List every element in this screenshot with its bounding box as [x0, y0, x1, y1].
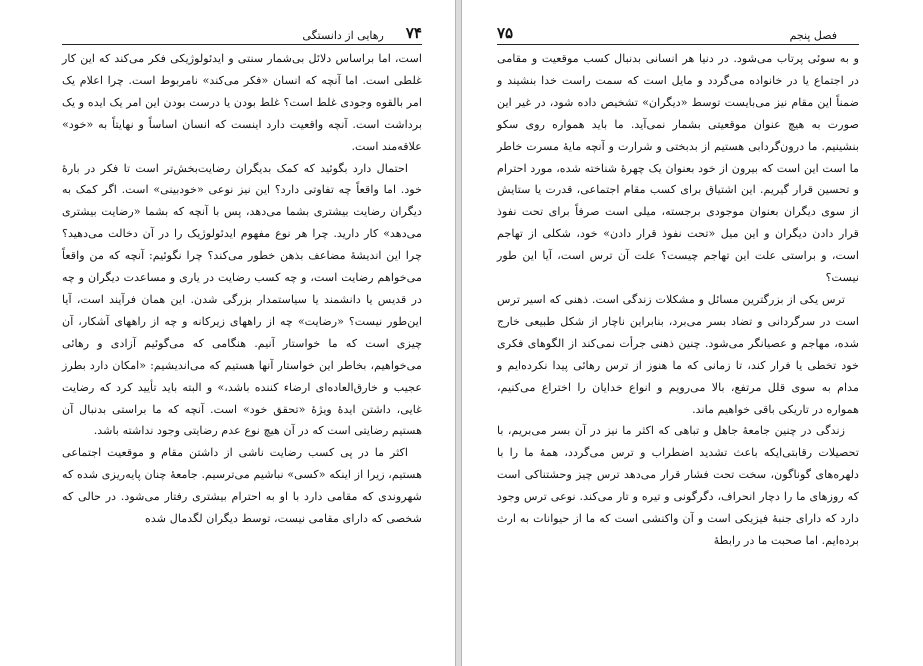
- left-page-content: [62, 0, 422, 666]
- left-page: [0, 0, 456, 666]
- left-running-header: [62, 20, 422, 45]
- left-page-body: [62, 48, 422, 530]
- right-running-header: [497, 20, 859, 45]
- page-number: ۷۵: [497, 24, 514, 42]
- paragraph: و به سوئی پرتاب می‌شود. در دنیا هر انسانی بدنبال کسب موقعیت و مقامی در اجتماع یا در خانواده می‌گردد و مایل است که سمت راست خدا بنشیند و ضمناً این مقام نیز می‌بایست توسط «دیگران» تشخیص داده شود، در غیر این صورت به هیچ عنوان موقعیتی بشمار نمی‌آید. ما باید همواره روی سکو بنشینیم. ما درون‌گردابی هستیم از بدبختی و شرارت و آنچه مایهٔ مسرت خاطر ما است این است که بیرون از خود بعنوان یک چهرهٔ شناخته شده، مورد احترام و تحسین قرار گیریم. این اشتیاق برای کسب مقام اجتماعی، قدرت یا ستایش از سوی دیگران بعنوان موجودی برجسته، میلی است صرفاً برای تحت نفوذ قرار دادن دیگران و این میل «تحت نفوذ قرار دادن» خود، شکلی از تهاجم است، و براستی علت این تهاجم چیست؟ علت آن ترس است، آیا این طور نیست؟: [497, 52, 859, 285]
- page-number: ۷۴: [405, 24, 422, 42]
- book-title-header: رهایی از دانستگی: [302, 29, 384, 42]
- paragraph: ترس یکی از بزرگترین مسائل و مشکلات زندگی است. ذهنی که اسیر ترس است در سرگردانی و تضاد بسر می‌برد، بنابراین ناچار از شکل طبیعی خارج شده، مهاجم و عصیانگر می‌شود. چنین ذهنی جرأت نمی‌کند از الگوهای فکری خود تخطی یا فرار کند، تا زمانی که ما هنوز از ترس رهائی پیدا نکرده‌ایم و مدام به سوی قلل مرتفع، بالا می‌رویم و انواع خدایان را اختراع می‌کنیم، همواره در تاریکی باقی خواهیم ماند.: [497, 292, 859, 416]
- paragraph: احتمال دارد بگوئید که کمک بدیگران رضایت‌بخش‌تر است تا فکر در بارهٔ خود. اما واقعاً چه تفاوتی دارد؟ این نیز نوعی «خودبینی» است. اگر کمک به دیگران رضایت بیشتری بشما می‌دهد، پس با آنچه که بشما «رضایت بیشتری می‌دهد» کار دارید. چرا هر نوع مفهوم ایدئولوژیک را در آن دخالت می‌دهید؟ چرا این اندیشهٔ مضاعف بذهن خطور می‌کند؟ چرا نگوئیم: آنچه که من واقعاً می‌خواهم رضایت است، و چه کسب رضایت در یاری و مساعدت دیگران و چه در قدیس یا دانشمند یا سیاستمدار بزرگی شدن. این همان فرآیند است، آیا این‌طور نیست؟ «رضایت» چه از راههای زیرکانه و چه از راههای آشکار، آن چیزی است که ما خواستار آنیم. هنگامی که می‌گوئیم آزادی و رهائی می‌خواهیم، بخاطر این خواستار آنها هستیم که می‌اندیشیم: «امکان دارد بطرز عجیب و خارق‌العاده‌ای ارضاء کننده باشد،» و البته باید تأیید کرد که رضایت غایی، داشتن ایدهٔ ویژهٔ «تحقق خود» است. آنچه که ما براستی بدنبال آن هستیم رضایتی است که در آن هیچ نوع عدم رضایتی وجود نداشته باشد.: [62, 161, 422, 438]
- paragraph: اکثر ما در پی کسب رضایت ناشی از داشتن مقام و موقعیت اجتماعی هستیم، زیرا از اینکه «کسی» نباشیم می‌ترسیم. جامعهٔ چنان پایه‌ریزی شده که شهروندی که مقامی دارد با او به احترام بیشتری رفتار می‌شود. در حالی که شخصی که دارای مقامی نیست، توسط دیگران لگدمال شده: [62, 446, 422, 526]
- right-page-content: [497, 0, 859, 666]
- chapter-title-header: فصل پنجم: [789, 29, 837, 42]
- right-page: [461, 0, 923, 666]
- paragraph: زندگی در چنین جامعهٔ جاهل و تباهی که اکثر ما نیز در آن بسر می‌بریم، با تحصیلات رقابتی‌ایکه باعث تشدید اضطراب و ترس می‌گردد، همهٔ ما را با دلهره‌های گوناگون، سخت تحت فشار قرار می‌دهد ترس چیز وحشتناکی است که روزهای ما را دچار انحراف، دگرگونی و تیره و تار می‌کند. نوعی ترس وجود دارد که دارای جنبهٔ فیزیکی است و آن واکنشی است که ما از حیوانات به ارث برده‌ایم. اما صحبت ما در رابطهٔ: [497, 424, 859, 547]
- paragraph: است، اما براساس دلائل بی‌شمار سنتی و ایدئولوژیکی فکر می‌کند که این کار غلطی است. اما آنچه که انسان «فکر می‌کند» نامربوط است. چرا اعلام یک امر بالقوه وجودی غلط است؟ غلط بودن یا درست بودن این امر یک ایده و یک برداشت است. آنچه واقعیت دارد اینست که انسان اساساً و نهایتاً به «خود» علاقه‌مند است.: [62, 52, 422, 153]
- right-page-body: [497, 48, 859, 552]
